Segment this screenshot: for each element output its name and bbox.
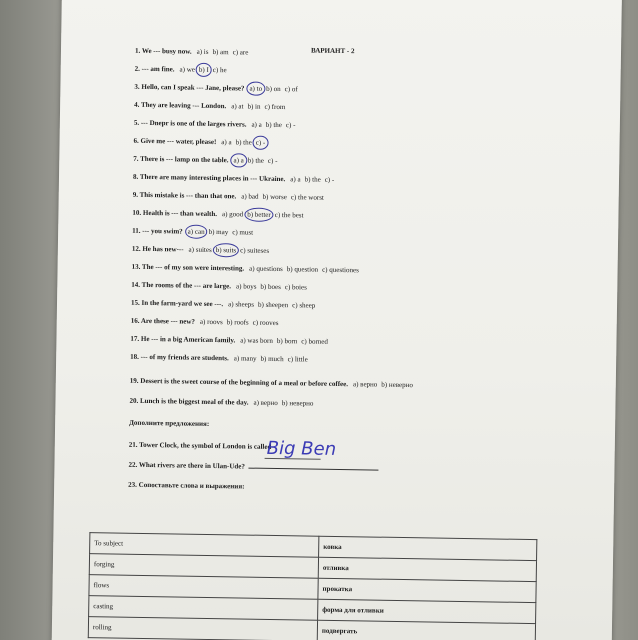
question-stem: 10. Health is --- than wealth.	[132, 208, 218, 219]
answer-option: b) неверно	[381, 380, 413, 390]
question-stem: 20. Lunch is the biggest meal of the day.	[129, 396, 249, 407]
answer-option: c) from	[264, 102, 286, 112]
russian-term-cell: ковка	[319, 536, 537, 560]
answer-option: c) questiones	[322, 265, 359, 275]
question-22	[128, 461, 379, 473]
question-14	[131, 281, 311, 292]
matching-table	[88, 532, 538, 640]
english-term-cell: casting	[89, 596, 318, 621]
answer-option: c) he	[212, 65, 227, 75]
question-stem: 15. In the farm-yard we see ---.	[130, 298, 224, 309]
answer-option: a) good	[221, 210, 244, 219]
question-3	[134, 83, 301, 94]
question-12	[132, 245, 273, 255]
answer-option: b) may	[208, 227, 229, 237]
answer-option: c) -	[324, 175, 335, 184]
question-20	[129, 397, 317, 408]
russian-term-cell: отливка	[318, 557, 536, 581]
answer-option: b) on	[266, 84, 281, 94]
answer-option: c) are	[232, 48, 249, 57]
circled-answer-option: b) I	[198, 65, 209, 74]
answer-option: b) sheepen	[257, 300, 289, 310]
circled-answer-option: a) can	[187, 227, 205, 236]
answer-option: c) of	[284, 85, 298, 94]
question-19	[130, 377, 417, 390]
answer-option: a) sheeps	[228, 300, 255, 309]
english-term-cell: To subject	[90, 533, 319, 558]
question-1	[135, 47, 253, 57]
answer-option: b) worse	[262, 192, 287, 202]
question-stem: 13. The --- of my son were interesting.	[131, 262, 245, 273]
answer-option: a) at	[231, 102, 244, 111]
handwritten-answer-21: Big Ben	[266, 437, 337, 460]
question-stem: 8. There are many interesting places in --- Ukraine.	[132, 172, 286, 184]
question-stem: 19. Dessert is the sweet course of the beginning of a meal or before coffee.	[129, 376, 349, 389]
answer-option: c) sheep	[292, 301, 316, 310]
answer-option: b) the	[235, 138, 252, 147]
answer-option: a) bad	[241, 192, 259, 201]
russian-term-cell: подвергать	[317, 620, 535, 640]
answer-option: c) borned	[301, 337, 329, 346]
answer-option: a) suites	[188, 245, 212, 254]
answer-option: a) верно	[352, 380, 378, 389]
circled-answer-option: a) to	[249, 84, 263, 93]
question-stem: 17. He --- in a big American family.	[130, 334, 236, 345]
question-4	[134, 101, 289, 111]
question-stem: 5. --- Dnepr is one of the larges rivers.	[133, 118, 247, 129]
complete-heading: Дополните предложения:	[129, 418, 210, 428]
question-15	[131, 299, 319, 310]
answer-option: b) roofs	[226, 318, 249, 327]
answer-option: b) question	[286, 265, 319, 274]
answer-option: c) must	[232, 228, 254, 237]
answer-option: a) верно	[253, 398, 278, 408]
question-5	[134, 119, 300, 130]
question-stem: 6. Give me --- water, please!	[133, 136, 217, 147]
answer-option: b) much	[260, 354, 284, 364]
question-stem: 9. This mistake is --- than that one.	[132, 190, 237, 201]
answer-option: a) a	[290, 175, 301, 184]
answer-option: b) boes	[260, 282, 281, 292]
page-title: ВАРИАНТ - 2	[310, 46, 355, 56]
answer-option: c) the worst	[290, 193, 324, 202]
russian-term-cell: форма для отливки	[318, 599, 536, 623]
answer-option: a) questions	[249, 264, 283, 274]
matching-table-body	[88, 533, 537, 640]
question-stem: 4. They are leaving --- London.	[134, 100, 227, 111]
answer-option: c) little	[287, 355, 308, 364]
answer-option: b) am	[212, 47, 229, 57]
answer-option: b) the	[265, 120, 282, 130]
question-13	[132, 263, 363, 275]
circled-answer-option: a) a	[233, 156, 244, 165]
answer-option: a) many	[233, 354, 257, 363]
question-7	[133, 155, 281, 165]
question-22-text: 22. What rivers are there in Ulan-Ude?	[128, 460, 246, 471]
question-16	[131, 317, 283, 327]
question-stem: 2. --- am fine.	[134, 64, 175, 74]
question-21-text: 21. Tower Clock, the symbol of London is called	[128, 440, 272, 451]
answer-option: a) a	[251, 120, 262, 129]
answer-option: a) a	[221, 138, 232, 147]
circled-answer-option: b) better	[247, 210, 271, 219]
question-9	[133, 191, 328, 202]
question-stem: 14. The rooms of the --- are large.	[131, 280, 232, 291]
answer-option: b) the	[247, 156, 264, 165]
question-stem: 3. Hello, can I speak --- Jane, please?	[134, 82, 245, 93]
question-8	[133, 173, 338, 184]
answer-option: b) born	[276, 337, 298, 346]
answer-option: b) неверно	[281, 399, 314, 408]
question-6	[134, 137, 270, 147]
question-23: 23. Сопоставьте слова и выражения:	[128, 480, 245, 491]
answer-option: a) we	[179, 65, 195, 74]
russian-term-cell: прокатка	[318, 578, 536, 602]
english-term-cell: flows	[89, 575, 318, 600]
answer-option: b) in	[247, 102, 261, 111]
answer-option: c) boies	[284, 283, 307, 292]
english-term-cell: forging	[89, 554, 318, 579]
answer-option: a) boys	[235, 282, 257, 291]
question-stem: 7. There is --- lamp on the table.	[133, 154, 229, 165]
question-10	[132, 209, 307, 220]
answer-line-22	[249, 468, 379, 471]
answer-option: c) suiteses	[240, 246, 270, 255]
answer-line-21	[265, 458, 321, 460]
answer-option: c) -	[285, 121, 296, 130]
answer-option: a) roovs	[199, 317, 223, 327]
question-2	[135, 65, 231, 75]
answer-option: c) rooves	[252, 318, 279, 328]
question-stem: 12. He has new---	[131, 244, 184, 254]
answer-option: a) was born	[240, 336, 273, 345]
question-21	[129, 441, 272, 451]
answer-option: c) the best	[274, 210, 304, 220]
worksheet-page	[51, 0, 622, 640]
question-stem: 1. We --- busy now.	[134, 46, 192, 56]
english-term-cell: rolling	[88, 617, 317, 640]
circled-answer-option: c) -	[255, 138, 266, 147]
answer-option: b) the	[304, 175, 321, 184]
question-17	[130, 335, 332, 346]
answer-option: c) -	[267, 156, 278, 166]
question-18	[130, 353, 312, 364]
circled-answer-option: b) suits	[215, 246, 237, 255]
question-11	[132, 227, 257, 237]
question-stem: 18. --- of my friends are students.	[130, 352, 229, 363]
answer-option: a) is	[196, 47, 209, 56]
question-stem: 16. Are these --- new?	[130, 316, 196, 326]
question-stem: 11. --- you swim?	[132, 226, 183, 236]
